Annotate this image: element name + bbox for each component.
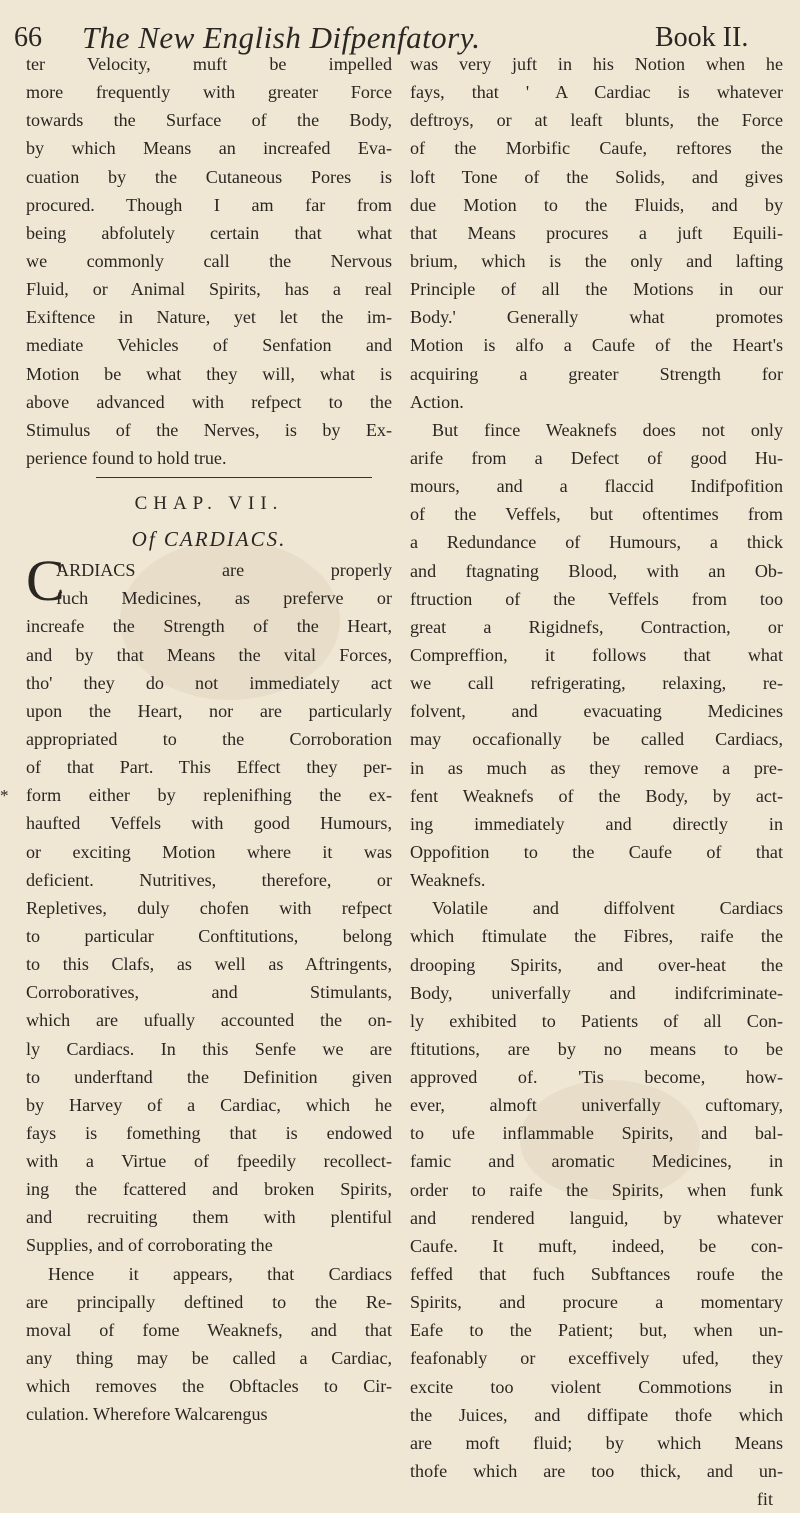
text-line: which are ufually accounted the on- — [26, 1010, 392, 1031]
text-line: approved of. 'Tis become, how- — [410, 1067, 783, 1088]
text-line: great a Rigidnefs, Contraction, or — [410, 616, 783, 637]
text-line: Oppofition to the Caufe of that — [410, 841, 783, 862]
text-line: feffed that fuch Subftances roufe the — [410, 1264, 783, 1285]
text-line: brium, which is the only and lafting — [410, 250, 783, 271]
text-line: of the Morbific Caufe, reftores the — [410, 138, 783, 159]
text-line: moval of fome Weaknefs, and that — [26, 1319, 392, 1340]
text-line: to ufe inflammable Spirits, and bal- — [410, 1123, 783, 1144]
text-line: above advanced with refpect to the — [26, 391, 392, 412]
text-line: appropriated to the Corroboration — [26, 728, 392, 749]
text-line: Action. — [410, 391, 464, 412]
text-line: being abfolutely certain that what — [26, 222, 392, 243]
text-line: loft Tone of the Solids, and gives — [410, 166, 783, 187]
text-line: of the Veffels, but oftentimes from — [410, 504, 783, 525]
text-line: perience found to hold true. — [26, 447, 227, 468]
text-line: ly exhibited to Patients of all Con- — [410, 1010, 783, 1031]
text-line: are principally deftined to the Re- — [26, 1291, 392, 1312]
margin-asterisk: * — [0, 786, 9, 805]
text-line: ter Velocity, muft be impelled — [26, 54, 392, 74]
text-line: arife from a Defect of good Hu- — [410, 447, 783, 468]
text-line: Fluid, or Animal Spirits, has a real — [26, 279, 392, 300]
paragraph-weakness — [410, 416, 783, 894]
text-line: mours, and a flaccid Indifpofition — [410, 476, 783, 497]
text-line: Eafe to the Patient; but, when un- — [410, 1320, 783, 1341]
text-line: Motion be what they will, what is — [26, 363, 392, 384]
text-line: deftroys, or at leaft blunts, the Force — [410, 110, 783, 131]
text-line: we commonly call the Nervous — [26, 250, 392, 271]
paragraph-continued — [410, 50, 783, 416]
text-line: culation. Wherefore Walcarengus — [26, 1404, 268, 1425]
text-line: with a Virtue of fpeedily recollect- — [26, 1151, 392, 1172]
text-line: Compreffion, it follows that what — [410, 644, 783, 665]
text-line: Repletives, duly chofen with refpect — [26, 897, 392, 918]
text-line: the Juices, and diffipate thofe which — [410, 1404, 783, 1425]
text-line: drooping Spirits, and over-heat the — [410, 954, 783, 975]
text-line: Body, univerfally and indifcriminate- — [410, 982, 783, 1003]
paragraph-hence — [26, 1260, 392, 1429]
catchword: fit — [756, 1489, 773, 1510]
text-line: and rendered languid, by whatever — [410, 1207, 783, 1228]
drop-cap: C — [26, 548, 65, 614]
text-line: are moft fluid; by which Means — [410, 1432, 783, 1453]
text-line: due Motion to the Fluids, and by — [410, 194, 783, 215]
text-line: fays is fomething that is endowed — [26, 1122, 392, 1143]
text-line: Weaknefs. — [410, 870, 486, 891]
text-line: a Redundance of Humours, a thick — [410, 532, 783, 553]
text-line: procured. Though I am far from — [26, 194, 392, 215]
text-line: by Harvey of a Cardiac, which he — [26, 1094, 392, 1115]
text-line: to underftand the Definition given — [26, 1066, 392, 1087]
text-line: ing immediately and directly in — [410, 813, 783, 834]
text-line: that Means procures a juft Equili- — [410, 222, 783, 243]
text-line: by which Means an increafed Eva- — [26, 138, 392, 159]
text-line: of that Part. This Effect they per- — [26, 757, 392, 778]
text-line: which ftimulate the Fibres, raife the — [410, 926, 783, 947]
text-line: and ftagnating Blood, with an Ob- — [410, 560, 783, 581]
text-line: ftruction of the Veffels from too — [410, 588, 783, 609]
text-line: Spirits, and procure a momentary — [410, 1292, 783, 1313]
text-line: any thing may be called a Cardiac, — [26, 1348, 392, 1369]
text-line: towards the Surface of the Body, — [26, 110, 392, 131]
text-line: Supplies, and of corroborating the — [26, 1235, 273, 1256]
text-line: mediate Vehicles of Senfation and — [26, 335, 392, 356]
text-line: ARDIACS are properly — [56, 560, 392, 581]
text-line: Exiftence in Nature, yet let the im- — [26, 307, 392, 328]
text-line: fuch Medicines, as preferve or — [56, 588, 392, 609]
text-line: cuation by the Cutaneous Pores is — [26, 166, 392, 187]
text-line: haufted Veffels with good Humours, — [26, 813, 392, 834]
text-line: ever, almoft univerfally cuftomary, — [410, 1095, 783, 1116]
text-line: acquiring a greater Strength for — [410, 363, 783, 384]
text-line: feafonably or exceffively ufed, they — [410, 1348, 783, 1369]
text-line: deficient. Nutritives, therefore, or — [26, 869, 392, 890]
paragraph-intro — [26, 50, 392, 472]
text-line: upon the Heart, nor are particularly — [26, 700, 392, 721]
book-title: The New English Difpenfatory. — [82, 20, 481, 55]
page-number: 66 — [14, 22, 42, 53]
right-column — [410, 50, 783, 1513]
text-line: Principle of all the Motions in our — [410, 279, 783, 300]
text-line: ly Cardiacs. In this Senfe we are — [26, 1038, 392, 1059]
section-rule — [26, 472, 392, 484]
text-line: thofe which are too thick, and un- — [410, 1461, 783, 1482]
text-line: and by that Means the vital Forces, — [26, 644, 392, 665]
paragraph-cardiacs — [26, 548, 392, 1260]
text-line: Volatile and diffolvent Cardiacs — [432, 898, 783, 919]
text-line: in as much as they remove a pre- — [410, 757, 783, 778]
text-line: and recruiting them with plentiful — [26, 1207, 392, 1228]
text-line: fent Weaknefs of the Body, by act- — [410, 785, 783, 806]
text-line: But fince Weaknefs does not only — [432, 419, 783, 440]
text-line: famic and aromatic Medicines, in — [410, 1151, 783, 1172]
chapter-heading: CHAP. VII. — [134, 493, 284, 515]
text-line: Caufe. It muft, indeed, be con- — [410, 1235, 783, 1256]
text-line: folvent, and evacuating Medicines — [410, 701, 783, 722]
text-line: form either by replenifhing the ex- — [26, 785, 392, 806]
text-line: increafe the Strength of the Heart, — [26, 616, 392, 637]
paragraph-volatile — [410, 894, 783, 1485]
text-line: ing the fcattered and broken Spirits, — [26, 1179, 392, 1200]
text-line: we call refrigerating, relaxing, re- — [410, 673, 783, 694]
text-line: more frequently with greater Force — [26, 82, 392, 103]
left-column — [26, 50, 392, 1428]
text-line: was very juft in his Notion when he — [410, 54, 783, 74]
text-line: Corroboratives, and Stimulants, — [26, 982, 392, 1003]
text-line: which removes the Obftacles to Cir- — [26, 1376, 392, 1397]
text-line: Motion is alfo a Caufe of the Heart's — [410, 335, 783, 356]
text-line: fays, that ' A Cardiac is whatever — [410, 82, 783, 103]
text-line: or exciting Motion where it was — [26, 841, 392, 862]
text-line: Stimulus of the Nerves, is by Ex- — [26, 419, 392, 440]
text-line: Body.' Generally what promotes — [410, 307, 783, 328]
book-label: Book II. — [655, 22, 749, 53]
text-line: to particular Conftitutions, belong — [26, 925, 392, 946]
text-line: may occafionally be called Cardiacs, — [410, 729, 783, 750]
chapter-subtitle: Of CARDIACS. — [131, 527, 287, 552]
text-line: excite too violent Commotions in — [410, 1376, 783, 1397]
text-line: to this Clafs, as well as Aftringents, — [26, 954, 392, 975]
text-line: tho' they do not immediately act — [26, 672, 392, 693]
text-line: Hence it appears, that Cardiacs — [48, 1263, 392, 1284]
text-line: ftitutions, are by no means to be — [410, 1038, 783, 1059]
text-line: order to raife the Spirits, when funk — [410, 1179, 783, 1200]
